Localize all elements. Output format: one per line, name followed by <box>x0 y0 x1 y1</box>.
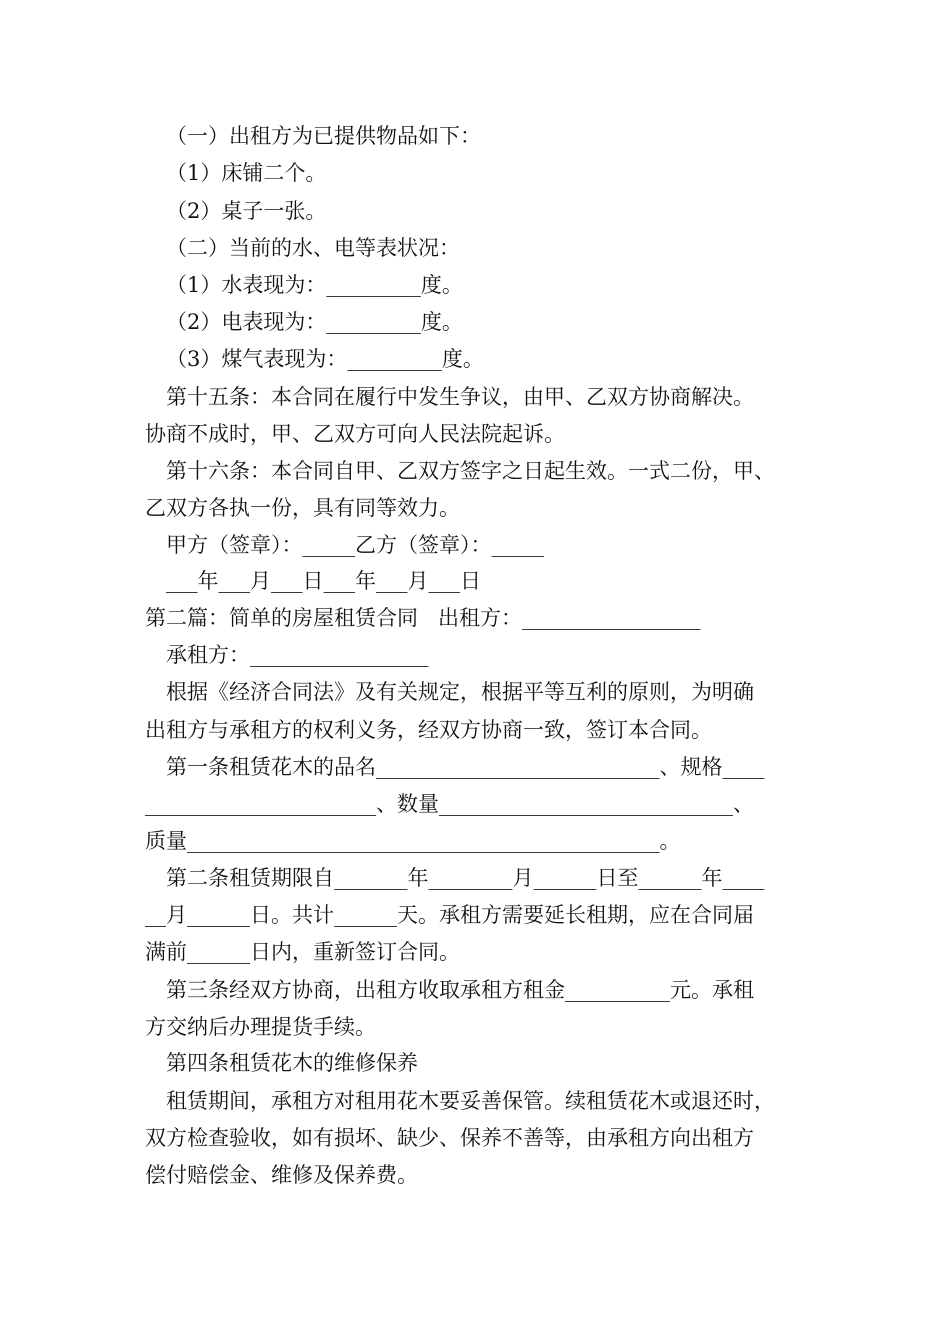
text-line: 第十五条：本合同在履行中发生争议，由甲、乙双方协商解决。 <box>166 385 754 409</box>
text-line: 第三条经双方协商，出租方收取承租方租金__________元。承租 <box>166 978 754 1002</box>
text-line: 甲方（签章）：_____乙方（签章）：_____ <box>166 533 544 557</box>
text-line: 乙双方各执一份，具有同等效力。 <box>145 496 460 520</box>
text-line: （1）床铺二个。 <box>166 161 327 185</box>
text-line: （2）电表现为：_________度。 <box>166 310 463 334</box>
text-line: 第二条租赁期限自_______年________月______日至______年____ <box>166 866 765 890</box>
text-line: 第一条租赁花木的品名___________________________、规格____ <box>166 755 765 779</box>
text-line: 租赁期间，承租方对租用花木要妥善保管。续租赁花木或退还时， <box>166 1089 775 1113</box>
text-line: 承租方：_________________ <box>166 643 429 667</box>
text-line: 出租方与承租方的权利义务，经双方协商一致，签订本合同。 <box>145 718 712 742</box>
text-line: （2）桌子一张。 <box>166 199 327 223</box>
text-line: 方交纳后办理提货手续。 <box>145 1015 376 1039</box>
text-line: 第四条租赁花木的维修保养 <box>166 1051 418 1075</box>
text-line: 满前______日内，重新签订合同。 <box>145 940 460 964</box>
text-line: 协商不成时，甲、乙双方可向人民法院起诉。 <box>145 422 565 446</box>
text-line: 偿付赔偿金、维修及保养费。 <box>145 1163 418 1187</box>
text-line: ___年___月___日___年___月___日 <box>166 569 481 593</box>
text-line: ______________________、数量____________________________、 <box>145 792 754 816</box>
text-line: __月______日。共计______天。承租方需要延长租期，应在合同届 <box>145 903 754 927</box>
text-line: 质量_____________________________________________。 <box>145 829 681 853</box>
text-line: 第十六条：本合同自甲、乙双方签字之日起生效。一式二份，甲、 <box>166 459 775 483</box>
text-line: （1）水表现为：_________度。 <box>166 273 463 297</box>
text-line: 第二篇：简单的房屋租赁合同 出租方：_________________ <box>145 606 701 630</box>
text-line: 双方检查验收，如有损坏、缺少、保养不善等，由承租方向出租方 <box>145 1126 754 1150</box>
text-line: （二）当前的水、电等表状况： <box>166 236 460 260</box>
text-line: 根据《经济合同法》及有关规定，根据平等互利的原则，为明确 <box>166 680 754 704</box>
text-line: （一）出租方为已提供物品如下： <box>166 124 481 148</box>
text-line: （3）煤气表现为：_________度。 <box>166 347 484 371</box>
